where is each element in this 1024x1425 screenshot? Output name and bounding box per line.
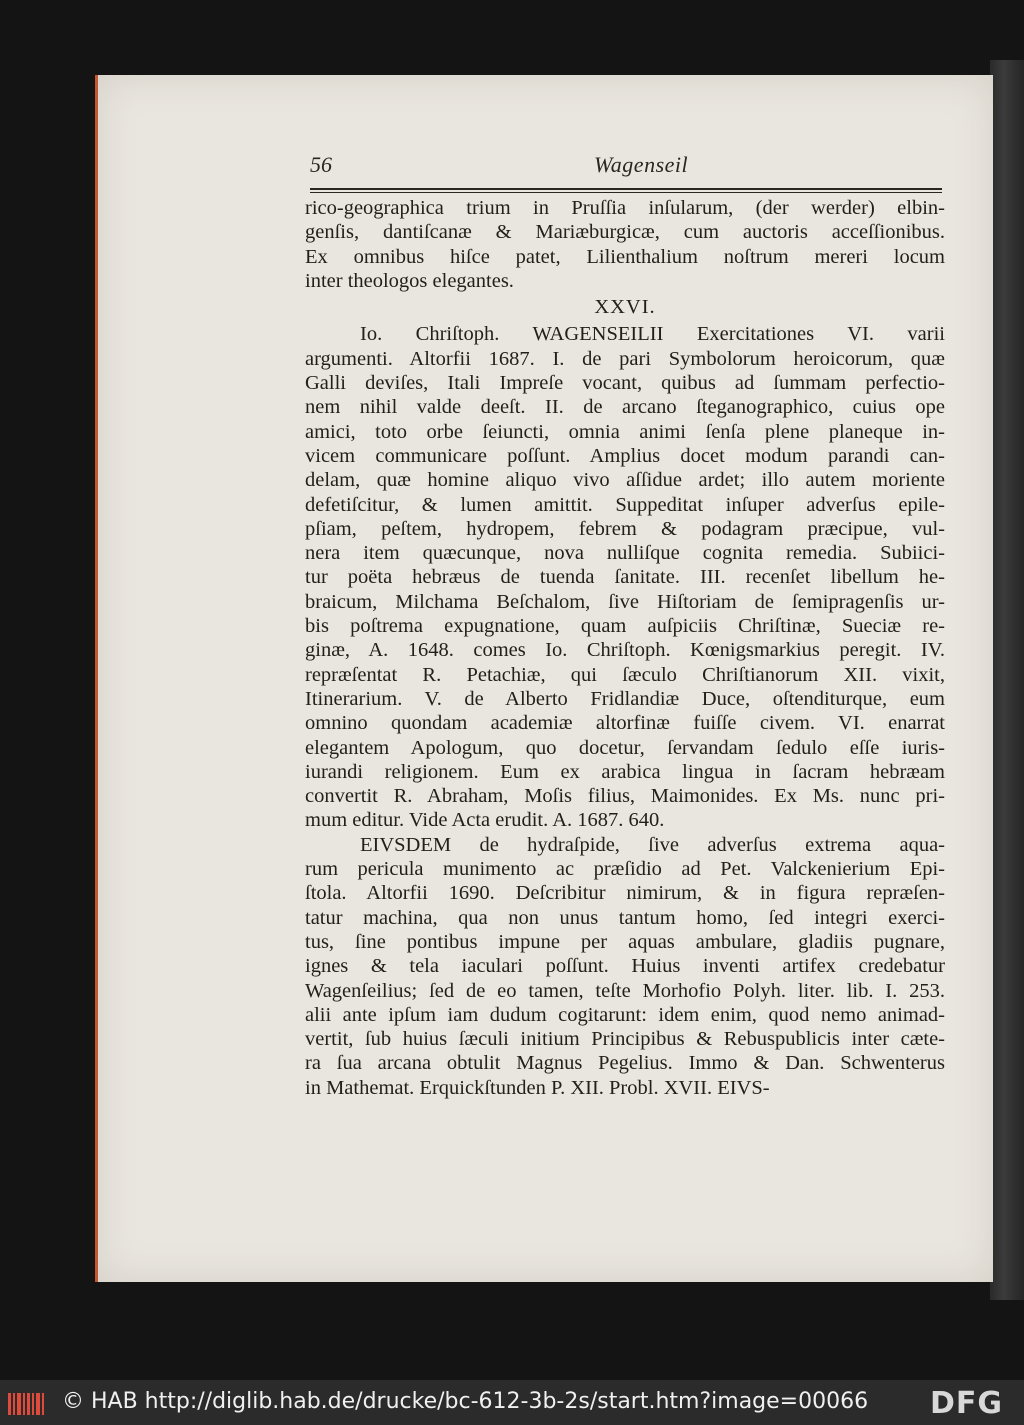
text-line: vertit, ſub huius ſæculi initium Principibus & Rebuspublicis inter cæte-: [305, 1028, 945, 1051]
text-line: inter theologos elegantes.: [305, 269, 514, 292]
page-text: [305, 196, 945, 1100]
text-line: nem nihil valde deeſt. II. de arcano ſteganographico, cuius ope: [305, 396, 945, 419]
header-rule-thin: [310, 192, 942, 193]
section-paragraph: [305, 322, 945, 832]
text-line: alii ante ipſum iam dudum cogitarunt: idem enim, quod nemo animad-: [305, 1003, 945, 1026]
viewer-footer: [0, 1380, 1024, 1425]
text-line: argumenti. Altorfii 1687. I. de pari Symbolorum heroicorum, quæ: [305, 347, 945, 370]
text-line: rum pericula munimento ac præſidio ad Pet. Valckenierium Epi-: [305, 858, 945, 881]
page-number: 56: [310, 152, 332, 177]
text-line: iurandi religionem. Eum ex arabica lingua in ſacram hebræam: [305, 760, 945, 783]
text-line: Galli deviſes, Itali Impreſe vocant, quibus ad ſummam perfectio-: [305, 372, 945, 395]
section-heading: XXVI.: [594, 296, 656, 319]
text-line: defetiſcitur, & lumen amittit. Suppeditat inſuper adverſus epile-: [305, 493, 945, 516]
text-line: Ex omnibus hiſce patet, Lilienthalium noſtrum mereri locum: [305, 245, 945, 268]
text-line: bis poſtrema expugnatione, quam auſpiciis Chriſtinæ, Sueciæ re-: [305, 615, 945, 638]
text-line: mum editur. Vide Acta erudit. A. 1687. 640.: [305, 809, 665, 832]
text-line: in Mathemat. Erquickſtunden P. XII. Probl. XVII. EIVS-: [305, 1076, 770, 1099]
text-line: braicum, Milchama Beſchalom, ſive Hiſtoriam de ſemipragenſis ur-: [305, 590, 945, 613]
text-line: ignes & tela iaculari poſſunt. Huius inventi artifex credebatur: [305, 955, 945, 978]
text-line: ginæ, A. 1648. comes Io. Chriſtoph. Kœnigsmarkius peregit. IV.: [305, 639, 945, 662]
copyright-link[interactable]: © HAB http://diglib.hab.de/drucke/bc-612-3b-2s/start.htm?image=00066: [62, 1389, 869, 1414]
text-line: Wagenſeilius; ſed de eo tamen, teſte Morhofio Polyh. liter. lib. I. 253.: [305, 979, 945, 1002]
running-head: Wagenseil: [594, 152, 689, 177]
text-line: elegantem Apologum, quo docetur, ſervandam ſedulo eſſe iuris-: [305, 736, 945, 759]
page-header: [310, 150, 942, 190]
text-line: repræſentat R. Petachiæ, qui ſæculo Chriſtianorum XII. vixit,: [305, 663, 945, 686]
text-line: genſis, dantiſcanæ & Mariæburgicæ, cum auctoris acceſſionibus.: [305, 221, 945, 244]
text-line: tur poëta hebræus de tuenda ſanitate. III. recenſet libellum he-: [305, 566, 945, 589]
text-line: convertit R. Abraham, Moſis filius, Maimonides. Ex Ms. nunc pri-: [305, 785, 945, 808]
text-line: vicem communicare poſſunt. Amplius docet modum parandi can-: [305, 444, 945, 467]
facing-page-edge: [990, 60, 1024, 1300]
text-line: ſtola. Altorfii 1690. Deſcribitur nimirum, & in figura repræſen-: [305, 882, 945, 905]
text-line: ra ſua arcana obtulit Magnus Pegelius. Immo & Dan. Schwenterus: [305, 1052, 945, 1075]
opening-paragraph: [305, 196, 945, 293]
text-line: Io. Chriſtoph. WAGENSEILII Exercitationes VI. varii: [360, 323, 945, 346]
second-paragraph: [305, 833, 945, 1100]
text-line: pſiam, peſtem, hydropem, febrem & podagram præcipue, vul-: [305, 517, 945, 540]
text-line: omnino quondam academiæ altorfinæ fuiſſe civem. VI. enarrat: [305, 712, 945, 735]
header-rule: [310, 188, 942, 190]
text-line: Itinerarium. V. de Alberto Fridlandiæ Duce, oſtenditurque, eum: [305, 687, 945, 710]
text-line: tus, ſine pontibus impune per aquas ambulare, gladiis pugnare,: [305, 930, 945, 953]
text-line: EIVSDEM de hydraſpide, ſive adverſus extrema aqua-: [360, 833, 945, 856]
text-line: amici, toto orbe ſeiuncti, omnia animi ſenſa plene planeque in-: [305, 420, 945, 443]
text-line: rico-geographica trium in Pruſſia inſularum, (der werder) elbin-: [305, 197, 945, 219]
text-line: delam, quæ homine aliquo vivo aſſidue ardet; illo autem moriente: [305, 469, 945, 492]
text-line: nera item quæcunque, nova nulliſque cognita remedia. Subiici-: [305, 542, 945, 565]
dfg-logo: DFG: [930, 1386, 1004, 1421]
barcode-icon: [8, 1391, 44, 1417]
text-line: tatur machina, qua non unus tantum homo, ſed integri exerci-: [305, 906, 945, 929]
